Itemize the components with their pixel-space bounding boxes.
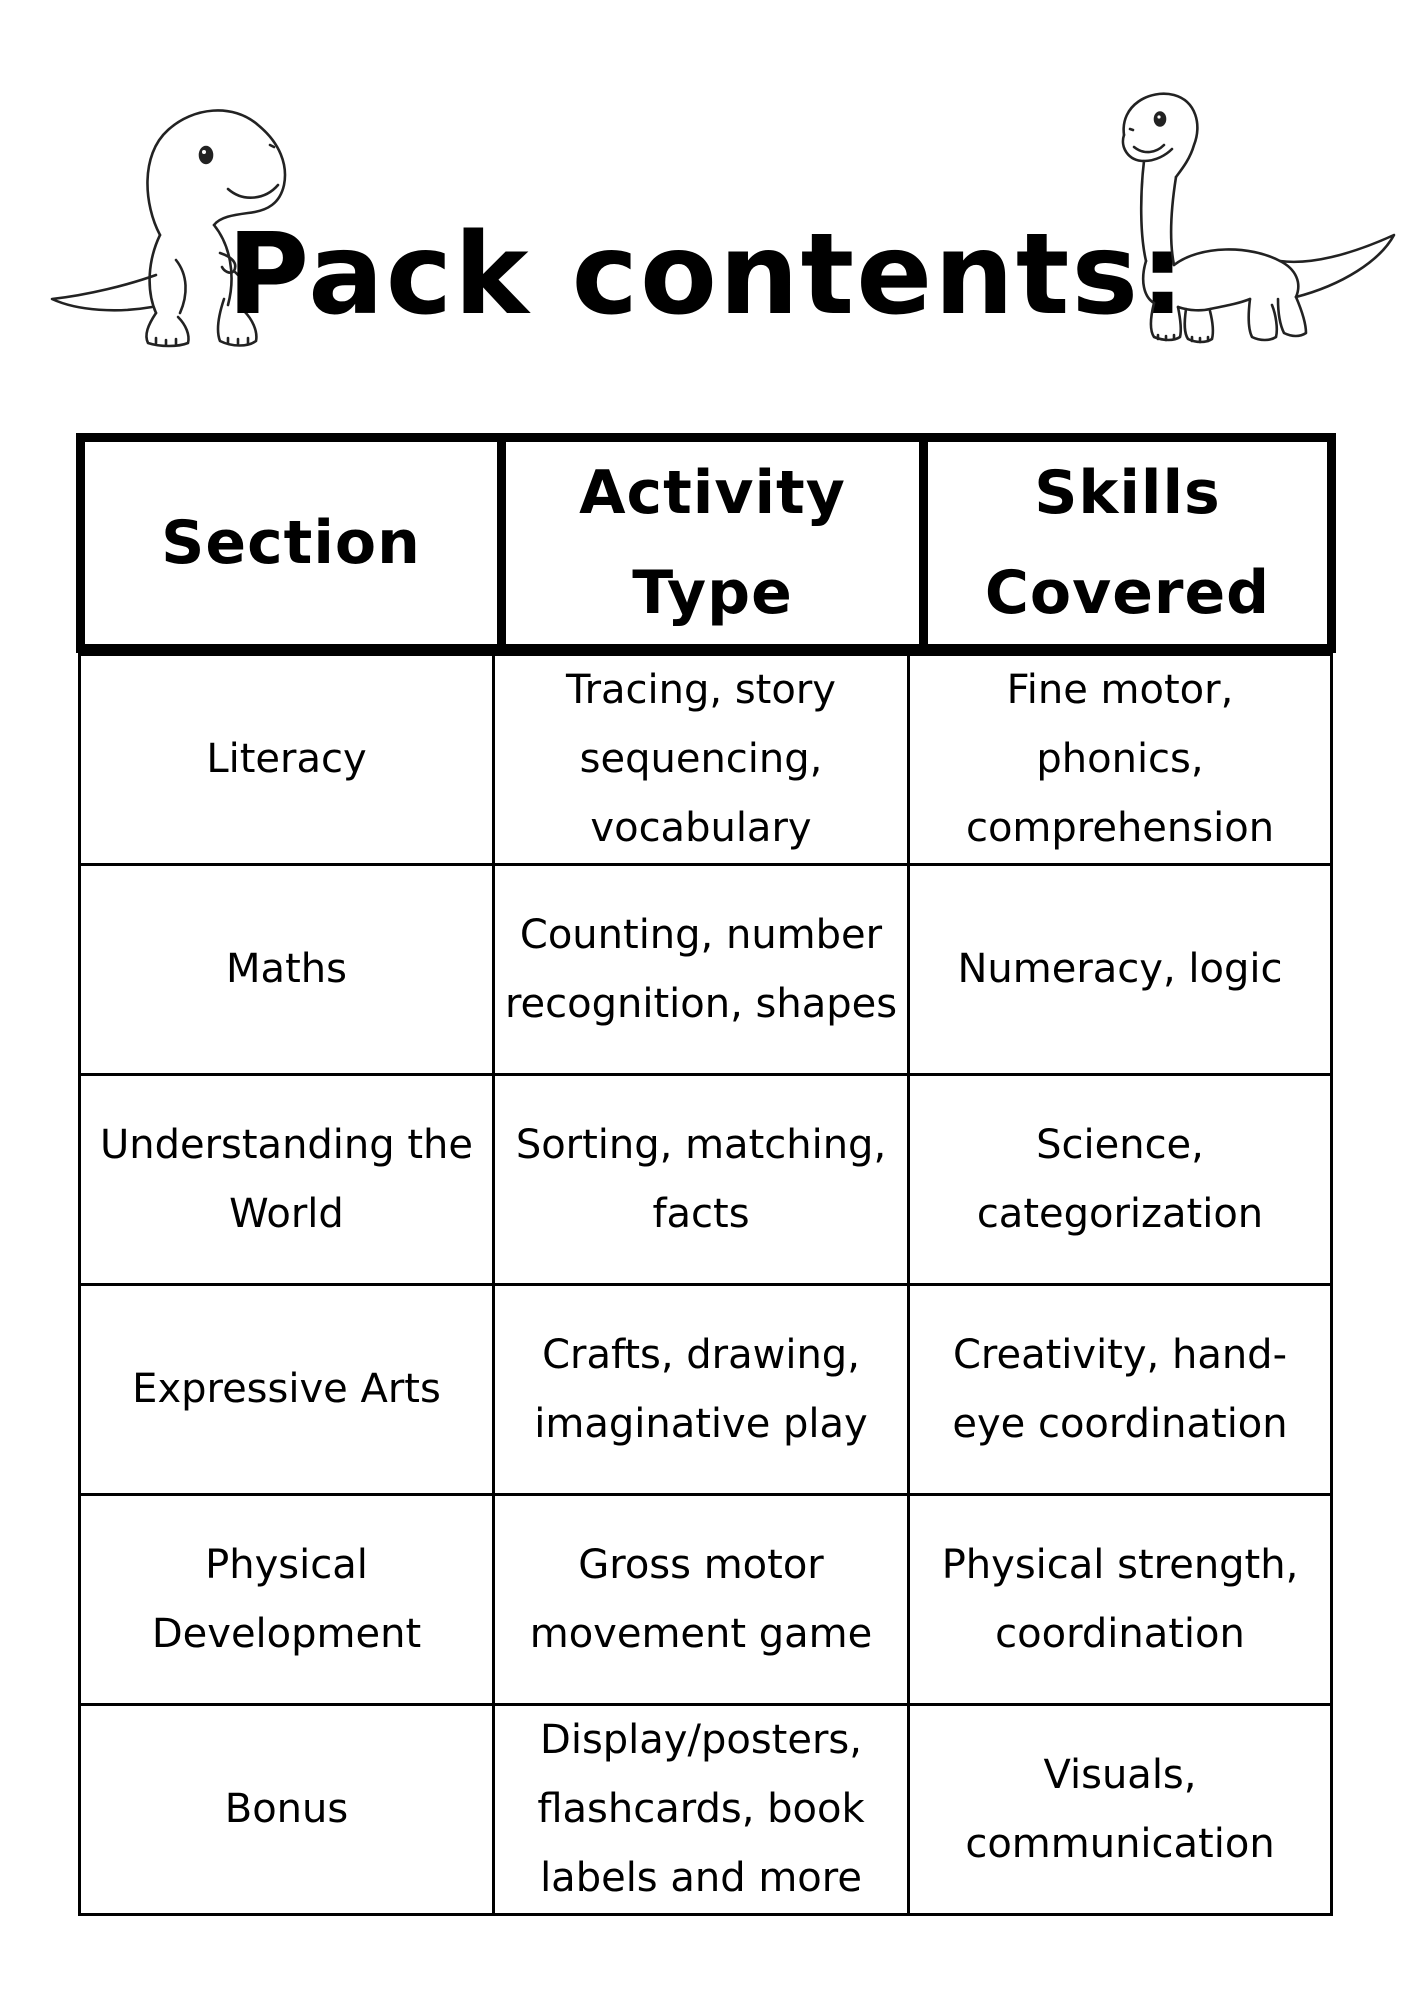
pack-contents-table [78, 653, 1333, 1916]
page-title: Pack contents: [227, 210, 1187, 340]
cell-skills: Fine motor, phonics, comprehension [909, 655, 1332, 865]
cell-activity: Sorting, matching, facts [494, 1075, 909, 1285]
header-divider [497, 442, 506, 644]
cell-activity: Gross motor movement game [494, 1495, 909, 1705]
table-header [76, 433, 1336, 653]
cell-section: Bonus [80, 1705, 494, 1915]
header-skills-covered: Skills Covered [984, 458, 1271, 628]
cell-section: Literacy [80, 655, 494, 865]
cell-activity: Tracing, story sequencing, vocabulary [494, 655, 909, 865]
cell-section: Understanding the World [80, 1075, 494, 1285]
cell-skills: Creativity, hand-eye coordination [909, 1285, 1332, 1495]
cell-skills: Physical strength, coordination [909, 1495, 1332, 1705]
cell-section: Expressive Arts [80, 1285, 494, 1495]
cell-skills: Science, categorization [909, 1075, 1332, 1285]
brachiosaurus-dinosaur-icon [1110, 85, 1400, 345]
cell-activity: Crafts, drawing, imaginative play [494, 1285, 909, 1495]
cell-activity: Counting, number recognition, shapes [494, 865, 909, 1075]
cell-section: Maths [80, 865, 494, 1075]
cell-skills: Visuals, communication [909, 1705, 1332, 1915]
header-activity-type: Activity Type [579, 458, 846, 628]
table-row [80, 1495, 1332, 1705]
table-row [80, 1705, 1332, 1915]
table-row [80, 1075, 1332, 1285]
header-divider [919, 442, 928, 644]
header-section: Section [161, 508, 421, 578]
table-row [80, 655, 1332, 865]
table-row [80, 865, 1332, 1075]
table-row [80, 1285, 1332, 1495]
cell-activity: Display/posters, flashcards, book labels and more [494, 1705, 909, 1915]
cell-section: Physical Development [80, 1495, 494, 1705]
cell-skills: Numeracy, logic [909, 865, 1332, 1075]
